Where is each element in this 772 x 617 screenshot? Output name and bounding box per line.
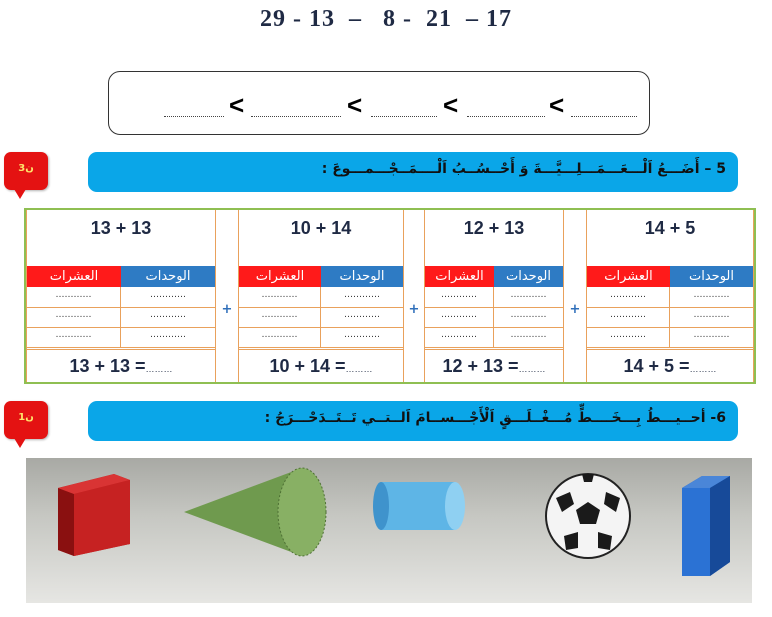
section5-title: 5 – أَضَـــعُ اَلْـــعَـــمَـــلِـــيَّـــةَ وَ أَحْــسُــبُ اَلْــــمَــجْـــمـــوعَ : bbox=[321, 161, 726, 177]
units-header: الوحدات bbox=[494, 266, 563, 287]
shapes-photo bbox=[26, 458, 752, 603]
tens-cell[interactable]: ………… bbox=[425, 327, 494, 347]
result-expression: 14 + 5 = bbox=[623, 356, 690, 376]
less-than-symbol: < bbox=[347, 90, 363, 120]
less-than-symbol: < bbox=[229, 90, 245, 120]
ordering-box bbox=[108, 71, 650, 135]
section6-banner bbox=[88, 401, 738, 441]
less-than-symbol: < bbox=[549, 90, 565, 120]
result-expression: 13 + 13 = bbox=[69, 356, 146, 376]
units-cell[interactable]: ………… bbox=[693, 290, 730, 300]
units-cell[interactable]: ………… bbox=[344, 330, 380, 340]
less-than-symbol: < bbox=[443, 90, 459, 120]
result-blank[interactable]: ……… bbox=[518, 364, 546, 374]
tens-header: العشرات bbox=[425, 266, 494, 287]
place-value-header bbox=[587, 266, 753, 287]
panel-separator bbox=[564, 210, 586, 382]
tens-cell[interactable]: ………… bbox=[587, 307, 670, 327]
score-badge-label: 1ن bbox=[18, 412, 34, 423]
units-cell[interactable]: ………… bbox=[150, 330, 186, 340]
ball-shape[interactable] bbox=[546, 474, 630, 558]
tens-cell[interactable]: ………… bbox=[239, 327, 321, 347]
tens-cell[interactable]: ………… bbox=[239, 287, 321, 307]
numbers-line: 29 - 13 – 8 - 21 – 17 bbox=[260, 6, 512, 32]
answer-slot-4[interactable] bbox=[467, 98, 545, 117]
tens-cell[interactable]: ………… bbox=[27, 287, 121, 307]
tens-cell[interactable]: ………… bbox=[27, 307, 121, 327]
panel-result bbox=[587, 349, 753, 383]
answer-slot-1[interactable] bbox=[164, 98, 224, 117]
digit-rows bbox=[27, 287, 215, 349]
digit-rows bbox=[425, 287, 563, 349]
result-expression: 12 + 13 = bbox=[442, 356, 519, 376]
section5-banner bbox=[88, 152, 738, 192]
result-blank[interactable]: ……… bbox=[345, 364, 373, 374]
panel-separator bbox=[404, 210, 424, 382]
tens-cell[interactable]: ………… bbox=[239, 307, 321, 327]
score-badge-section6 bbox=[4, 401, 48, 439]
answer-slot-2[interactable] bbox=[251, 98, 341, 117]
plus-sign: + bbox=[569, 302, 581, 317]
tens-header: العشرات bbox=[239, 266, 321, 287]
units-header: الوحدات bbox=[121, 266, 215, 287]
addition-panel-4 bbox=[586, 210, 754, 382]
panel-result bbox=[239, 349, 403, 383]
panel-expression: 14 + 5 bbox=[644, 218, 696, 238]
place-value-header bbox=[425, 266, 563, 287]
plus-sign: + bbox=[408, 302, 420, 317]
panel-expression: 13 + 13 bbox=[90, 218, 152, 238]
cylinder-shape[interactable] bbox=[373, 482, 465, 530]
answer-slot-5[interactable] bbox=[571, 98, 637, 117]
units-cell[interactable]: ………… bbox=[150, 310, 186, 320]
cube-shape[interactable] bbox=[58, 474, 130, 556]
tens-cell[interactable]: ………… bbox=[587, 327, 670, 347]
panel-expression: 12 + 13 bbox=[463, 218, 525, 238]
addition-table bbox=[24, 208, 756, 384]
digit-rows bbox=[239, 287, 403, 349]
units-cell[interactable]: ………… bbox=[693, 310, 730, 320]
units-cell[interactable]: ………… bbox=[150, 290, 186, 300]
units-cell[interactable]: ………… bbox=[344, 310, 380, 320]
result-expression: 10 + 14 = bbox=[269, 356, 346, 376]
panel-result bbox=[27, 349, 215, 383]
tens-cell[interactable]: ………… bbox=[27, 327, 121, 347]
panel-expression: 10 + 14 bbox=[290, 218, 352, 238]
section6-title: 6- أحــيـــطُ بِـــخَــــطٍّ مُـــغْــلَـــقٍ اَلْأَجْـــســامَ اَلــتــي تَــتَــدَحْـــرَجُ : bbox=[264, 410, 726, 426]
units-header: الوحدات bbox=[321, 266, 403, 287]
addition-panel-3 bbox=[424, 210, 564, 382]
place-value-header bbox=[27, 266, 215, 287]
addition-panel-1 bbox=[26, 210, 216, 382]
units-header: الوحدات bbox=[670, 266, 753, 287]
digit-rows bbox=[587, 287, 753, 349]
units-cell[interactable]: ………… bbox=[693, 330, 730, 340]
tens-cell[interactable]: ………… bbox=[425, 287, 494, 307]
cone-shape[interactable] bbox=[184, 468, 326, 556]
units-cell[interactable]: ………… bbox=[510, 310, 547, 320]
panel-separator bbox=[216, 210, 238, 382]
units-cell[interactable]: ………… bbox=[344, 290, 380, 300]
answer-slot-3[interactable] bbox=[371, 98, 437, 117]
plus-sign: + bbox=[221, 302, 233, 317]
tens-cell[interactable]: ………… bbox=[425, 307, 494, 327]
score-badge-label: 3ن bbox=[18, 163, 34, 174]
tens-header: العشرات bbox=[587, 266, 670, 287]
score-badge-section5 bbox=[4, 152, 48, 190]
tens-header: العشرات bbox=[27, 266, 121, 287]
result-blank[interactable]: ……… bbox=[689, 364, 717, 374]
panel-result bbox=[425, 349, 563, 383]
units-cell[interactable]: ………… bbox=[510, 290, 547, 300]
place-value-header bbox=[239, 266, 403, 287]
tens-cell[interactable]: ………… bbox=[587, 287, 670, 307]
result-blank[interactable]: ……… bbox=[145, 364, 173, 374]
cuboid-shape[interactable] bbox=[682, 476, 730, 576]
units-cell[interactable]: ………… bbox=[510, 330, 547, 340]
addition-panel-2 bbox=[238, 210, 404, 382]
ordering-row bbox=[109, 90, 649, 120]
